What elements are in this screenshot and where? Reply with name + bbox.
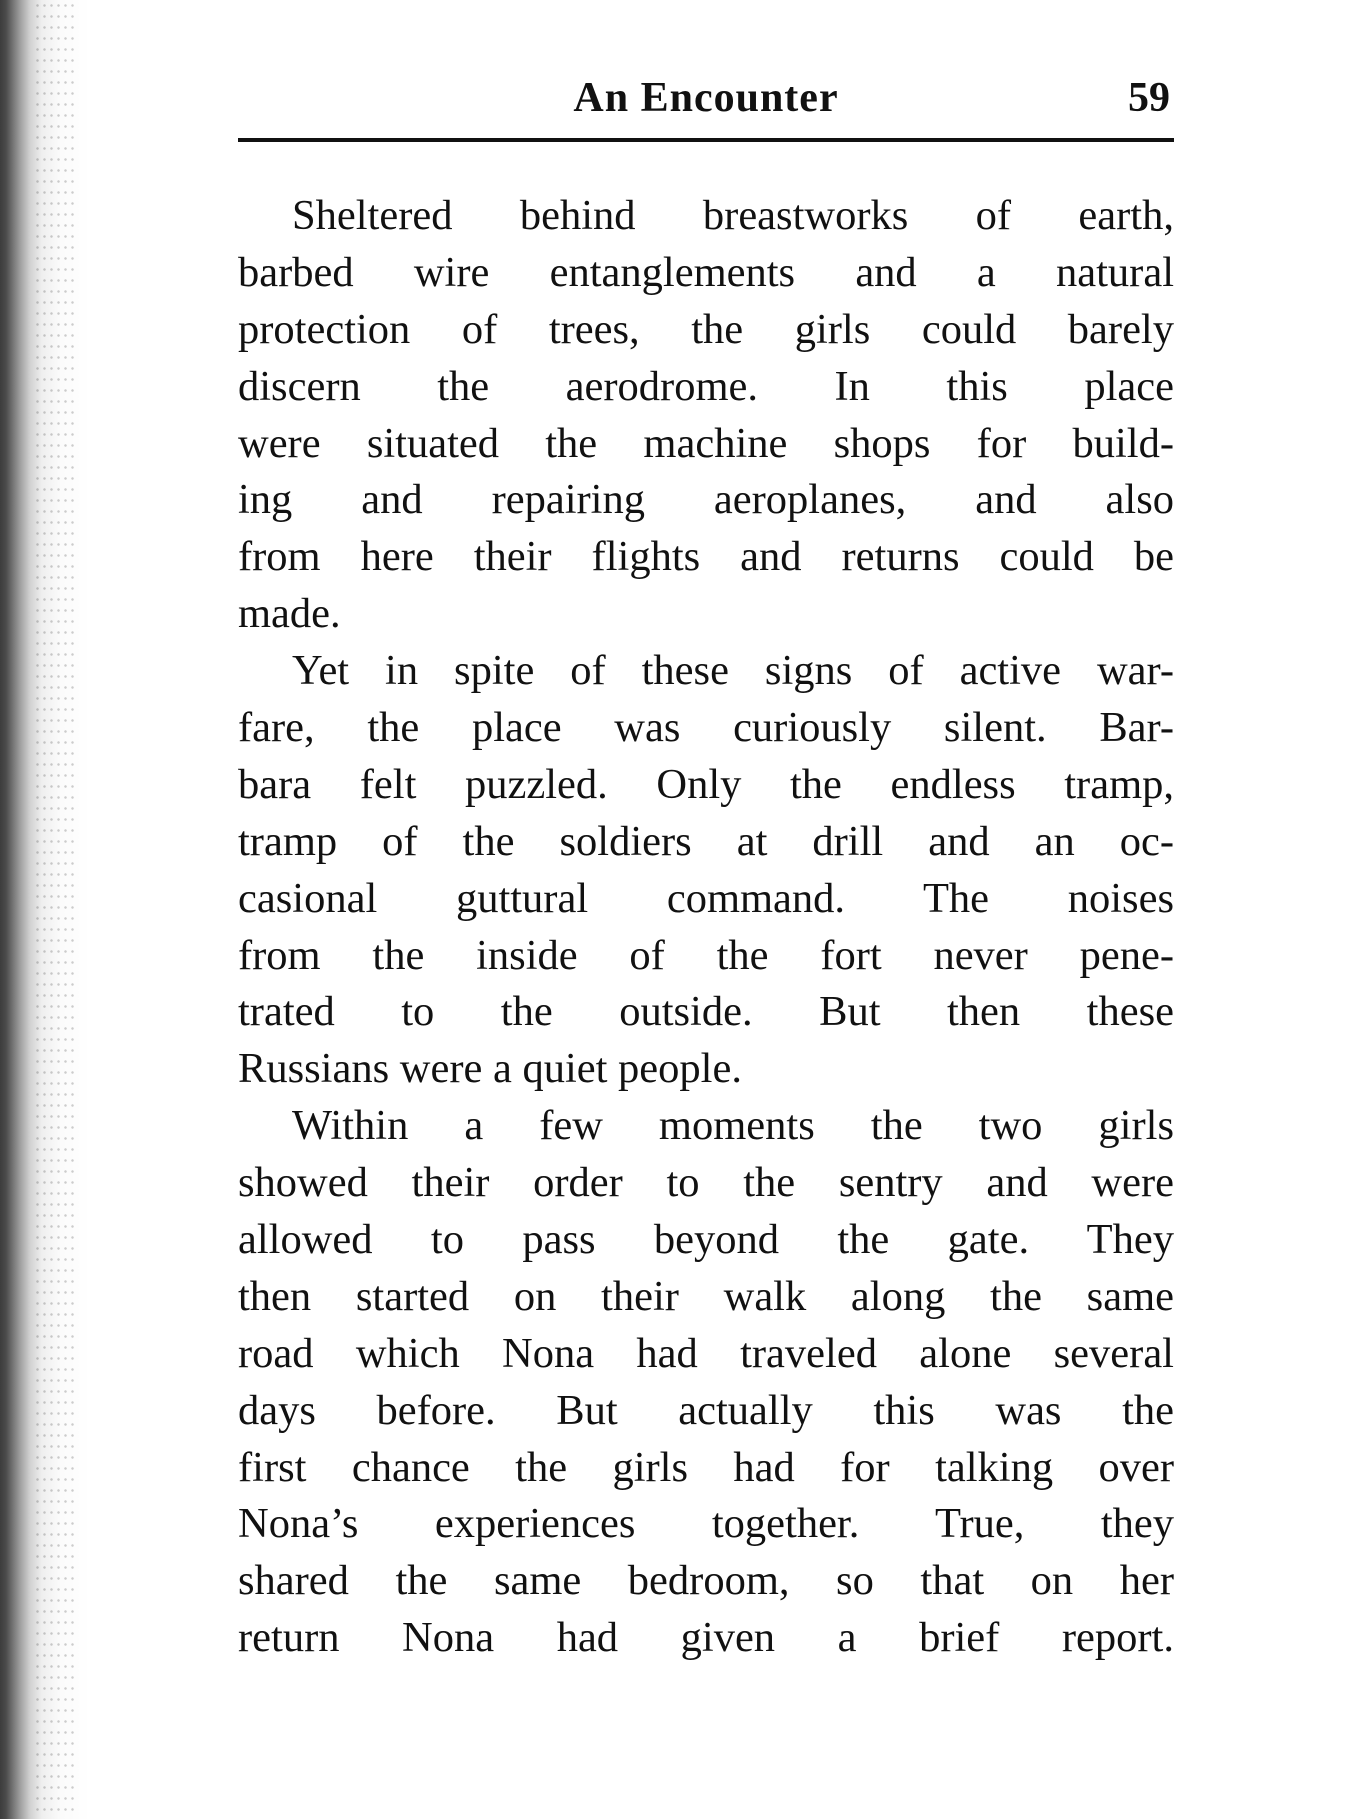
text-line: allowed to pass beyond the gate. They [238,1216,1174,1264]
text-line: Sheltered behind breastworks of earth, [292,192,1174,239]
text-line: discern the aerodrome. In this place [238,362,1174,410]
text-line: barbed wire entanglements and a natural [238,248,1174,296]
text-line: were situated the machine shops for build- [238,419,1174,467]
text-line: from the inside of the fort never pene- [238,931,1174,979]
text-line: Russians were a quiet people. [238,1045,742,1093]
text-line: made. [238,590,341,638]
running-header [238,74,1174,136]
text-line: ing and repairing aeroplanes, and also [238,476,1174,524]
text-line: days before. But actually this was the [238,1386,1174,1434]
text-line: bara felt puzzled. Only the endless tramp, [238,760,1174,808]
text-line: return Nona had given a brief report. [238,1614,1174,1662]
text-line: protection of trees, the girls could barely [238,305,1174,353]
chapter-title: An Encounter [573,75,839,121]
text-line: from here their flights and returns could be [238,533,1174,581]
text-line: Yet in spite of these signs of active war- [292,647,1174,695]
text-line: then started on their walk along the same [238,1272,1174,1320]
page-body [238,188,1174,1667]
text-line: fare, the place was curiously silent. Bar- [238,704,1174,752]
text-line: shared the same bedroom, so that on her [238,1557,1174,1605]
page-number: 59 [1128,75,1170,121]
text-line: road which Nona had traveled alone several [238,1329,1174,1377]
scan-speckle [34,0,74,1819]
text-line: showed their order to the sentry and were [238,1159,1174,1207]
text-line: Nona’s experiences together. True, they [238,1500,1174,1548]
text-line: tramp of the soldiers at drill and an oc- [238,817,1174,865]
text-line: Within a few moments the two girls [292,1102,1174,1150]
text-line: casional guttural command. The noises [238,874,1174,922]
text-line: trated to the outside. But then these [238,988,1174,1036]
text-line: first chance the girls had for talking over [238,1443,1174,1491]
header-rule [238,138,1174,142]
